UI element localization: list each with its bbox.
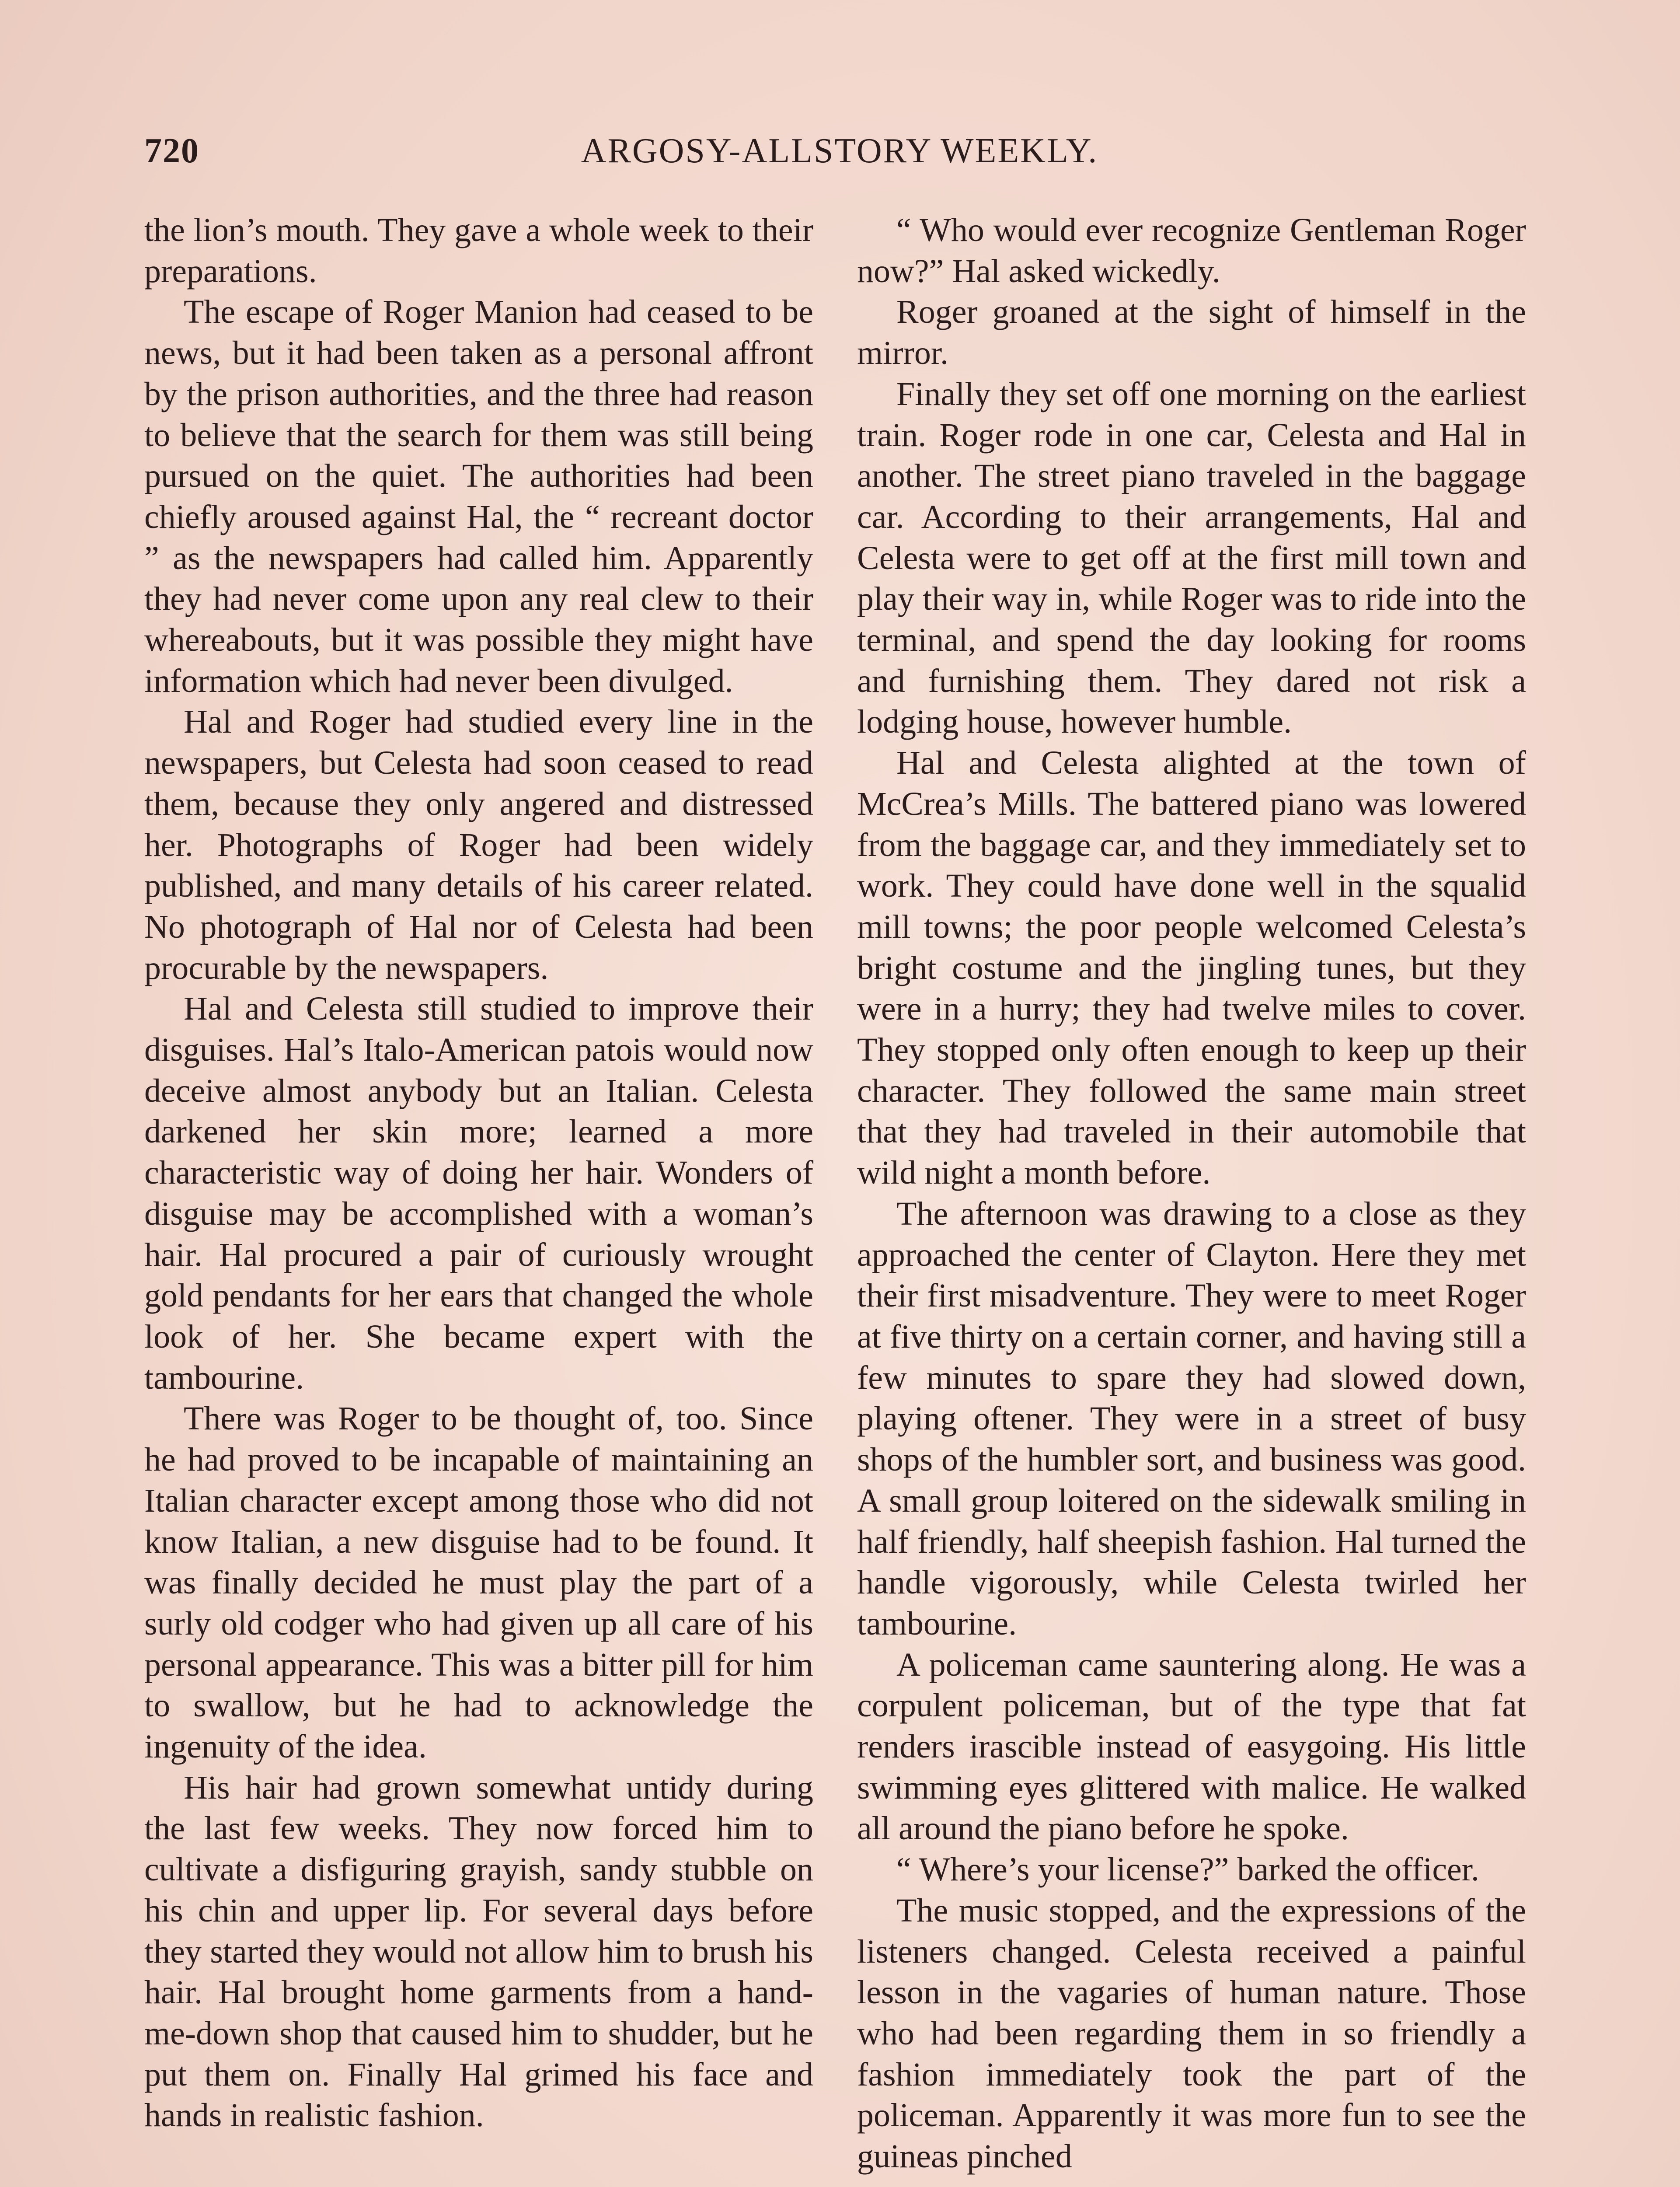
paragraph: “ Who would ever recognize Gentleman Roger now?” Hal asked wickedly. bbox=[857, 212, 1526, 290]
page-header bbox=[144, 131, 1535, 184]
right-column bbox=[857, 210, 1526, 2177]
page-number: 720 bbox=[144, 132, 199, 170]
paragraph: Hal and Roger had studied every line in the newspapers, but Celesta had soon ceased to read them, because they only angered and distressed her. Photographs of Roger had been widely published, and many details of his career related. No photograph of Hal nor of Celesta had been procurable by the newspapers. bbox=[144, 703, 813, 986]
paragraph: The afternoon was drawing to a close as they approached the center of Clayton. Here they met their first misadventure. They were to meet Roger at five thirty on a certain corner, and having still a few minutes to spare they had slowed down, playing oftener. They were in a street of busy shops of the humbler sort, and business was good. A small group loitered on the sidewalk smiling in half friendly, half sheepish fashion. Hal turned the handle vigorously, while Celesta twirled her tambourine. bbox=[857, 1195, 1526, 1642]
paragraph: The music stopped, and the expressions of the listeners changed. Celesta received a painful lesson in the vagaries of human nature. Those who had been regarding them in so friendly a fashion immediately took the part of the policeman. Apparently it was more fun to see the guineas pinched bbox=[857, 1892, 1526, 2175]
paragraph: The escape of Roger Manion had ceased to be news, but it had been taken as a personal affront by the prison authorities, and the three had reason to believe that the search for them was still being pursued on the quiet. The authorities had been chiefly aroused against Hal, the “ recreant doctor ” as the newspapers had called him. Apparently they had never come upon any real clew to their whereabouts, but it was possible they might have information which had never been divulged. bbox=[144, 293, 813, 699]
paragraph: Hal and Celesta still studied to improve their disguises. Hal’s Italo-American patois would now deceive almost anybody but an Italian. Celesta darkened her skin more; learned a more characteristic way of doing her hair. Wonders of disguise may be accomplished with a woman’s hair. Hal procured a pair of curiously wrought gold pendants for her ears that changed the whole look of her. She became expert with the tambourine. bbox=[144, 990, 813, 1396]
paragraph: Finally they set off one morning on the earliest train. Roger rode in one car, Celesta and Hal in another. The street piano traveled in the baggage car. According to their arrangements, Hal and Celesta were to get off at the first mill town and play their way in, while Roger was to ride into the terminal, and spend the day looking for rooms and furnishing them. They dared not risk a lodging house, however humble. bbox=[857, 375, 1526, 741]
left-column bbox=[144, 210, 813, 2136]
paragraph: Hal and Celesta alighted at the town of McCrea’s Mills. The battered piano was lowered from the baggage car, and they immediately set to work. They could have done well in the squalid mill towns; the poor people welcomed Celesta’s bright costume and the jingling tunes, but they were in a hurry; they had twelve miles to cover. They stopped only often enough to keep up their character. They followed the same main street that they had traveled in their automobile that wild night a month before. bbox=[857, 744, 1526, 1191]
paragraph: His hair had grown somewhat untidy during the last few weeks. They now forced him to cultivate a disfiguring grayish, sandy stubble on his chin and upper lip. For several days before they started they would not allow him to brush his hair. Hal brought home garments from a hand-me-down shop that caused him to shudder, but he put them on. Finally Hal grimed his face and hands in realistic fashion. bbox=[144, 1769, 813, 2134]
paragraph: Roger groaned at the sight of himself in the mirror. bbox=[857, 293, 1526, 372]
paragraph: There was Roger to be thought of, too. Since he had proved to be incapable of maintaining an Italian character except among those who did not know Italian, a new disguise had to be found. It was finally decided he must play the part of a surly old codger who had given up all care of his personal appearance. This was a bitter pill for him to swallow, but he had to acknowledge the ingenuity of the idea. bbox=[144, 1400, 813, 1765]
running-title: ARGOSY-ALLSTORY WEEKLY. bbox=[581, 132, 1098, 170]
paragraph: A policeman came sauntering along. He was a corpulent policeman, but of the type that fat renders irascible instead of easygoing. His little swimming eyes glittered with malice. He walked all around the piano before he spoke. bbox=[857, 1646, 1526, 1847]
paragraph: the lion’s mouth. They gave a whole week to their preparations. bbox=[144, 212, 813, 290]
paragraph: “ Where’s your license?” barked the officer. bbox=[896, 1851, 1479, 1888]
